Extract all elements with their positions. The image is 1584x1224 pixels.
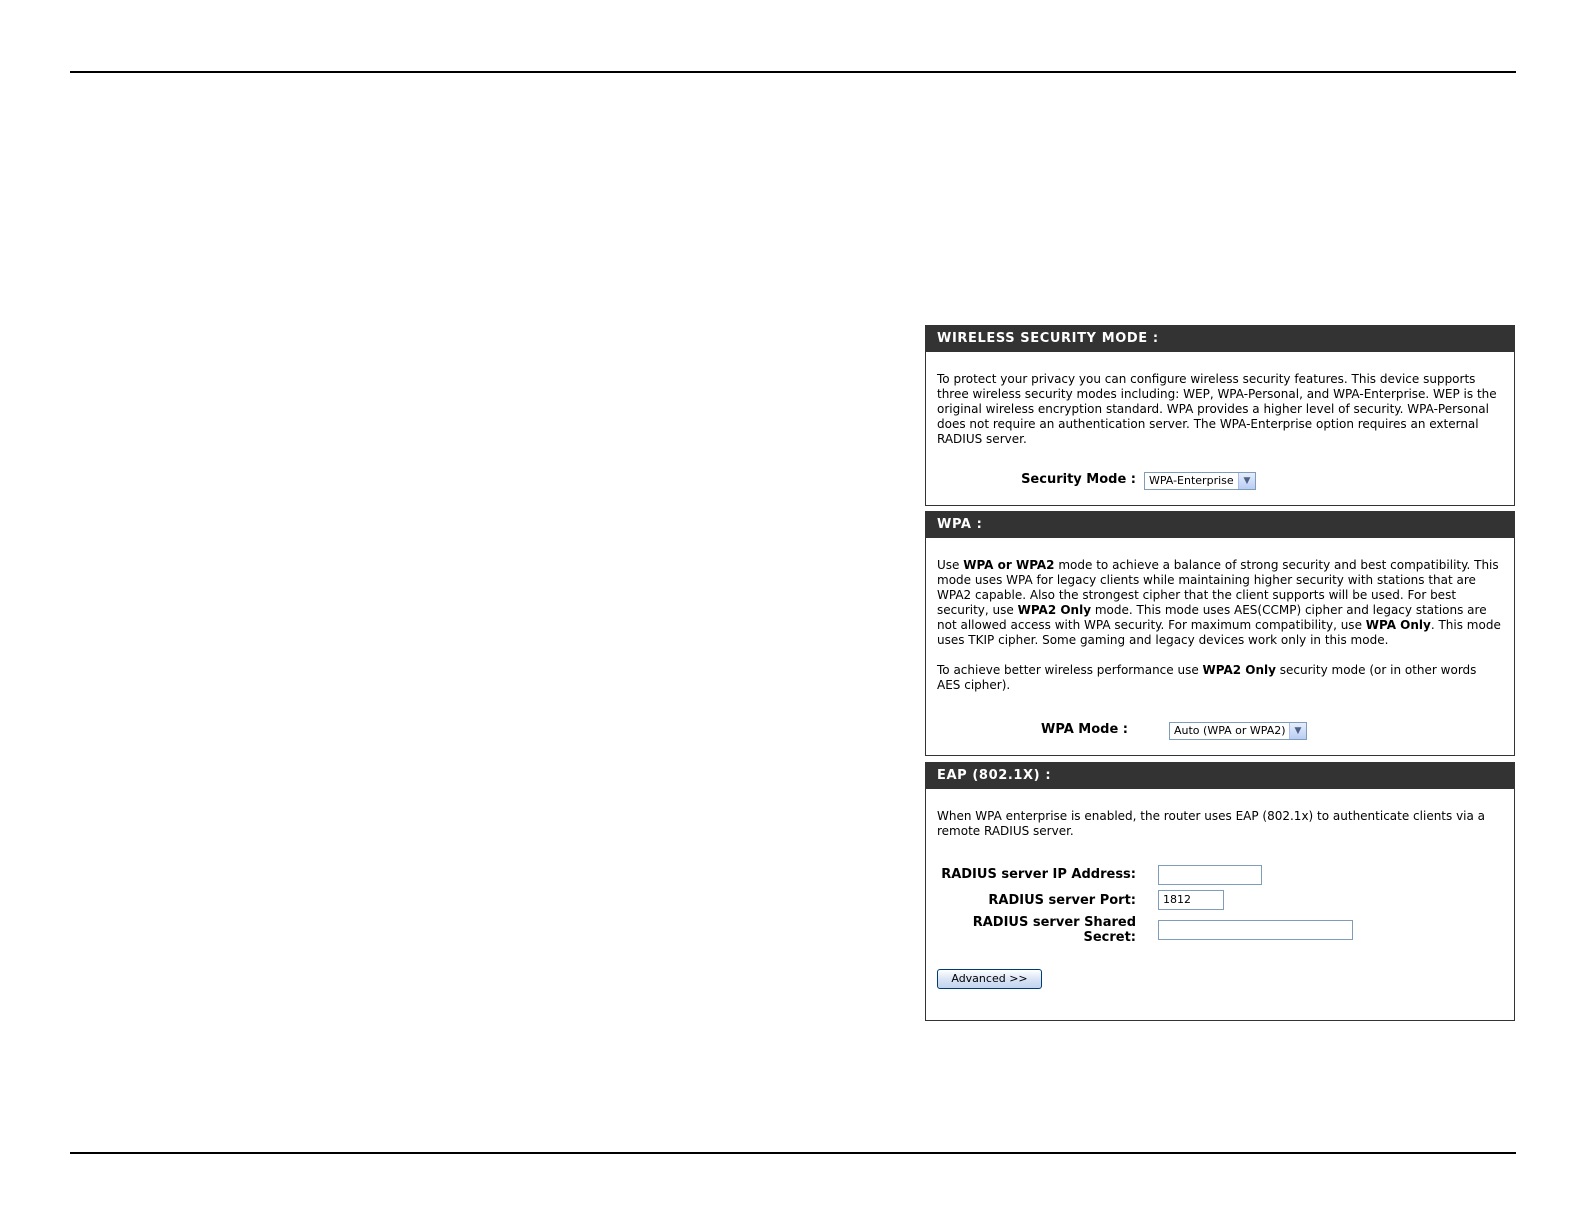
radius-ip-input[interactable] [1158, 865, 1262, 885]
wpa-description-2: To achieve better wireless performance use WPA2 Only security mode (or in other words AES cipher). [937, 663, 1477, 692]
radius-secret-label: RADIUS server Shared Secret: [972, 915, 1136, 945]
wpa-header: WPA : [926, 512, 1514, 538]
wireless-security-panel [925, 325, 1515, 506]
wpa-description-1: Use WPA or WPA2 mode to achieve a balance of strong security and best compatibility. This mode uses WPA for legacy clients while maintaining higher security with stations that are WPA2 capable. Also the strongest cipher that the client supports will be used. For best security, use WPA2 Only mode. This mode uses AES(CCMP) cipher and legacy stations are not allowed access with WPA security. For maximum compatibility, use WPA Only. This mode uses TKIP cipher. Some gaming and legacy devices work only in this mode. [937, 558, 1501, 647]
eap-panel [925, 762, 1515, 1021]
top-rule [70, 71, 1516, 73]
wpa-mode-value: Auto (WPA or WPA2) [1174, 724, 1286, 737]
security-mode-label: Security Mode : [1021, 472, 1136, 487]
eap-header: EAP (802.1X) : [926, 763, 1514, 789]
radius-port-input[interactable]: 1812 [1158, 890, 1224, 910]
wireless-security-header: WIRELESS SECURITY MODE : [926, 326, 1514, 352]
chevron-down-icon[interactable]: ▼ [1238, 473, 1255, 489]
wireless-security-description: To protect your privacy you can configure wireless security features. This device supports three wireless security modes including: WEP, WPA-Personal, and WPA-Enterprise. WEP is the original wireless encryption standard. WPA provides a higher level of security. WPA-Personal does not require an authentication server. The WPA-Enterprise option requires an external RADIUS server. [937, 372, 1497, 446]
security-mode-select[interactable] [1144, 472, 1256, 490]
bottom-rule [70, 1152, 1516, 1154]
wpa-mode-label: WPA Mode : [1041, 722, 1128, 737]
security-mode-value: WPA-Enterprise [1149, 474, 1234, 487]
chevron-down-icon[interactable]: ▼ [1289, 723, 1306, 739]
advanced-button[interactable]: Advanced >> [937, 969, 1042, 989]
radius-port-label: RADIUS server Port: [988, 893, 1136, 908]
wpa-panel [925, 511, 1515, 756]
radius-ip-label: RADIUS server IP Address: [941, 867, 1136, 882]
wpa-mode-select[interactable] [1169, 722, 1307, 740]
radius-secret-input[interactable] [1158, 920, 1353, 940]
eap-description: When WPA enterprise is enabled, the router uses EAP (802.1x) to authenticate clients via a remote RADIUS server. [937, 809, 1486, 838]
